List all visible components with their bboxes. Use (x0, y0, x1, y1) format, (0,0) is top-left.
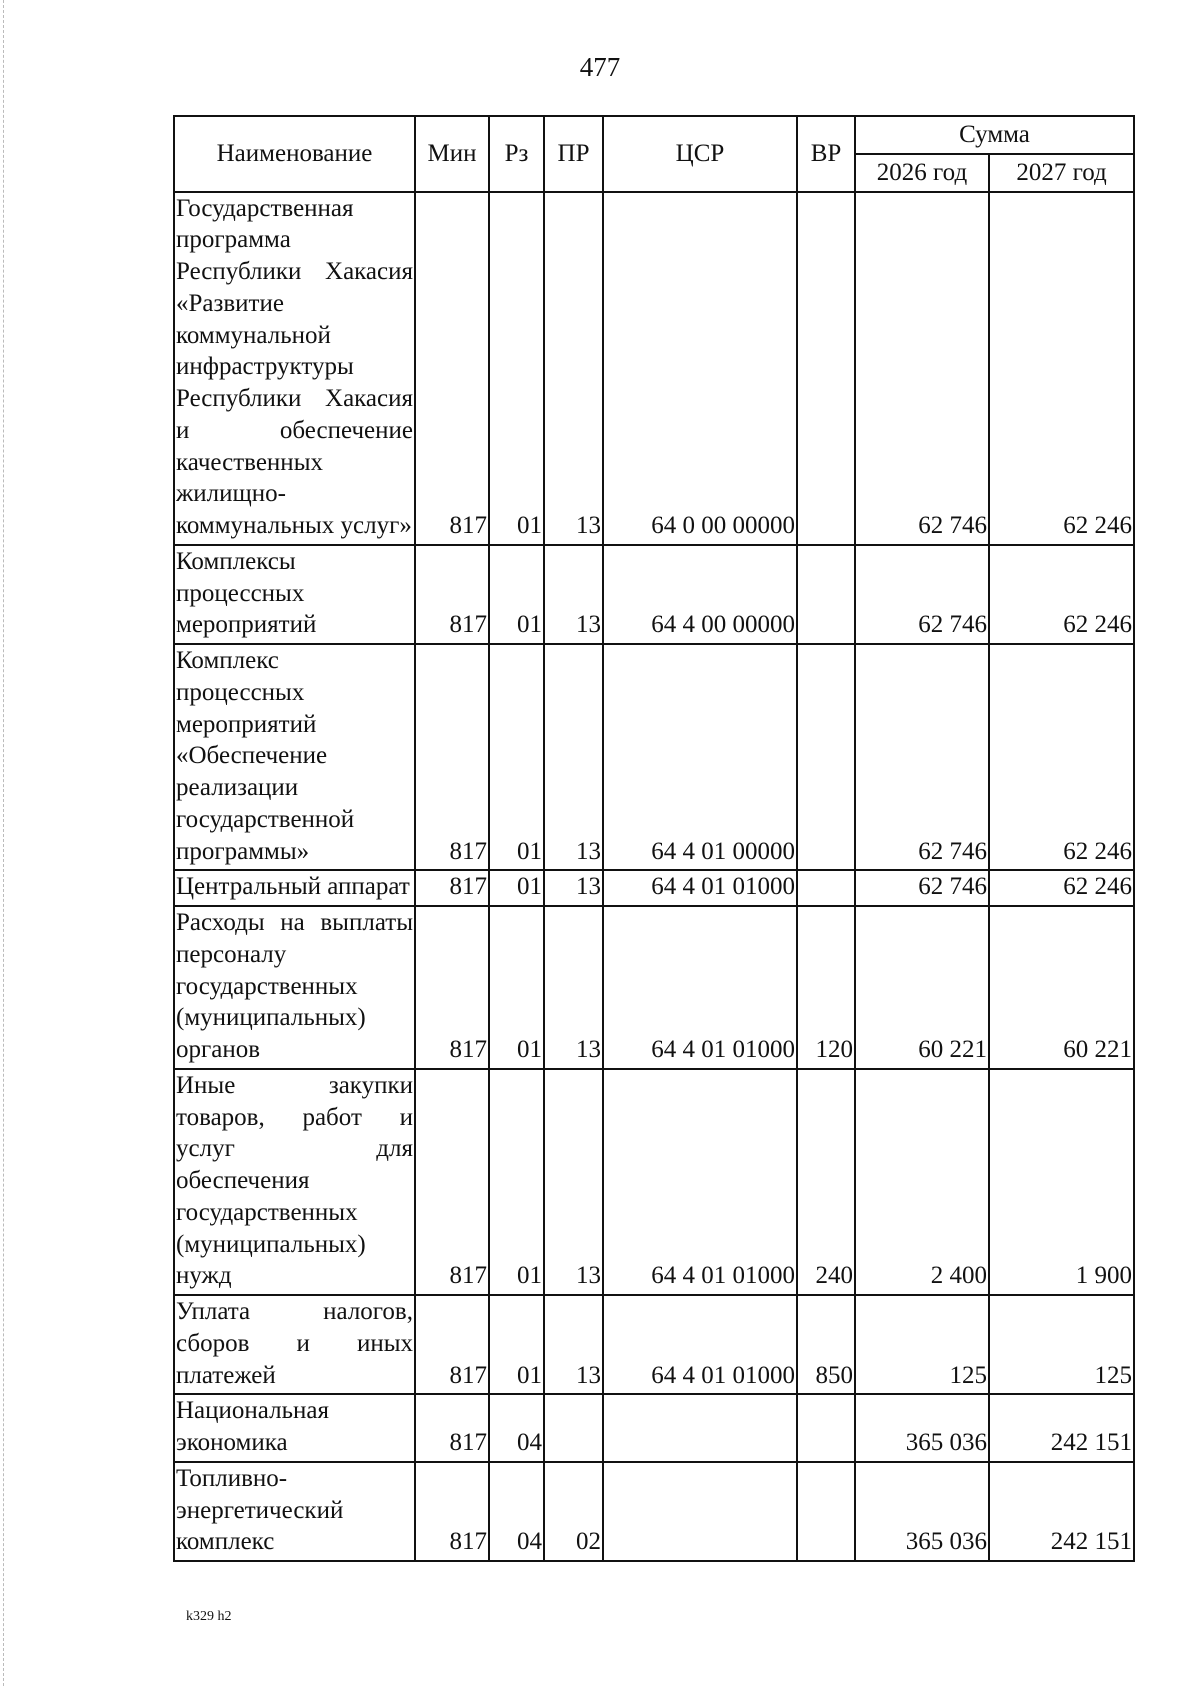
header-year-2026: 2026 год (855, 154, 989, 192)
cell-year-2026: 365 036 (855, 1394, 989, 1462)
cell-min: 817 (415, 1069, 489, 1295)
header-min: Мин (415, 116, 489, 192)
cell-csr (603, 1394, 797, 1462)
cell-vr: 850 (797, 1295, 855, 1394)
cell-name: Государственная программа Республики Хакасия «Развитие коммунальной инфраструктуры Республики Хакасия и обеспечение качественных жилищно-коммунальных услуг» (174, 192, 415, 545)
cell-name: Комплексы процессных мероприятий (174, 545, 415, 644)
cell-year-2026: 62 746 (855, 644, 989, 870)
cell-year-2027: 62 246 (989, 192, 1134, 545)
table-row (174, 644, 1134, 870)
cell-name: Расходы на выплаты персоналу государственных (муниципальных) органов (174, 906, 415, 1069)
header-rz: Рз (489, 116, 544, 192)
cell-pr: 13 (544, 1069, 603, 1295)
header-year-2027: 2027 год (989, 154, 1134, 192)
cell-year-2026: 365 036 (855, 1462, 989, 1561)
cell-min: 817 (415, 1462, 489, 1561)
table-row (174, 545, 1134, 644)
table-row (174, 870, 1134, 906)
table-header (174, 116, 1134, 192)
header-pr: ПР (544, 116, 603, 192)
header-csr: ЦСР (603, 116, 797, 192)
cell-pr: 13 (544, 644, 603, 870)
cell-vr (797, 870, 855, 906)
cell-min: 817 (415, 545, 489, 644)
cell-vr (797, 192, 855, 545)
cell-min: 817 (415, 1394, 489, 1462)
cell-pr: 13 (544, 870, 603, 906)
table-row (174, 1069, 1134, 1295)
cell-min: 817 (415, 1295, 489, 1394)
cell-year-2027: 125 (989, 1295, 1134, 1394)
cell-year-2027: 60 221 (989, 906, 1134, 1069)
cell-rz: 01 (489, 545, 544, 644)
cell-min: 817 (415, 192, 489, 545)
cell-pr (544, 1394, 603, 1462)
cell-year-2026: 62 746 (855, 870, 989, 906)
cell-name: Центральный аппарат (174, 870, 415, 906)
cell-pr: 13 (544, 545, 603, 644)
cell-csr: 64 4 01 00000 (603, 644, 797, 870)
cell-pr: 02 (544, 1462, 603, 1561)
cell-csr: 64 4 00 00000 (603, 545, 797, 644)
cell-rz: 04 (489, 1462, 544, 1561)
cell-year-2027: 242 151 (989, 1462, 1134, 1561)
cell-year-2026: 125 (855, 1295, 989, 1394)
cell-csr: 64 0 00 00000 (603, 192, 797, 545)
cell-vr (797, 644, 855, 870)
cell-rz: 01 (489, 870, 544, 906)
cell-rz: 04 (489, 1394, 544, 1462)
cell-csr: 64 4 01 01000 (603, 906, 797, 1069)
cell-year-2027: 1 900 (989, 1069, 1134, 1295)
cell-min: 817 (415, 906, 489, 1069)
scan-margin-line (3, 0, 4, 1686)
cell-name: Национальная экономика (174, 1394, 415, 1462)
cell-csr: 64 4 01 01000 (603, 870, 797, 906)
cell-pr: 13 (544, 1295, 603, 1394)
table-row (174, 906, 1134, 1069)
header-sum: Сумма (855, 116, 1134, 154)
cell-name: Иные закупки товаров, работ и услуг для обеспечения государственных (муниципальных) нужд (174, 1069, 415, 1295)
cell-csr: 64 4 01 01000 (603, 1069, 797, 1295)
table-row (174, 1394, 1134, 1462)
cell-rz: 01 (489, 192, 544, 545)
table-row (174, 1295, 1134, 1394)
page-number: 477 (579, 52, 621, 82)
cell-pr: 13 (544, 192, 603, 545)
cell-year-2026: 60 221 (855, 906, 989, 1069)
cell-vr: 120 (797, 906, 855, 1069)
cell-year-2027: 62 246 (989, 870, 1134, 906)
cell-rz: 01 (489, 906, 544, 1069)
cell-csr (603, 1462, 797, 1561)
header-name: Наименование (174, 116, 415, 192)
cell-year-2026: 2 400 (855, 1069, 989, 1295)
cell-year-2026: 62 746 (855, 192, 989, 545)
cell-pr: 13 (544, 906, 603, 1069)
cell-rz: 01 (489, 1295, 544, 1394)
cell-year-2027: 62 246 (989, 644, 1134, 870)
cell-name: Комплекс процессных мероприятий «Обеспечение реализации государственной программы» (174, 644, 415, 870)
cell-name: Топливно-энергетический комплекс (174, 1462, 415, 1561)
cell-name: Уплата налогов, сборов и иных платежей (174, 1295, 415, 1394)
cell-vr (797, 1462, 855, 1561)
cell-year-2027: 242 151 (989, 1394, 1134, 1462)
cell-min: 817 (415, 870, 489, 906)
budget-table (173, 115, 1135, 1562)
document-code: k329 h2 (186, 1609, 232, 1624)
cell-rz: 01 (489, 644, 544, 870)
cell-rz: 01 (489, 1069, 544, 1295)
cell-vr (797, 545, 855, 644)
cell-vr (797, 1394, 855, 1462)
table-row (174, 1462, 1134, 1561)
table-body (174, 192, 1134, 1562)
cell-year-2027: 62 246 (989, 545, 1134, 644)
cell-vr: 240 (797, 1069, 855, 1295)
cell-min: 817 (415, 644, 489, 870)
cell-csr: 64 4 01 01000 (603, 1295, 797, 1394)
table-row (174, 192, 1134, 545)
header-vr: ВР (797, 116, 855, 192)
cell-year-2026: 62 746 (855, 545, 989, 644)
